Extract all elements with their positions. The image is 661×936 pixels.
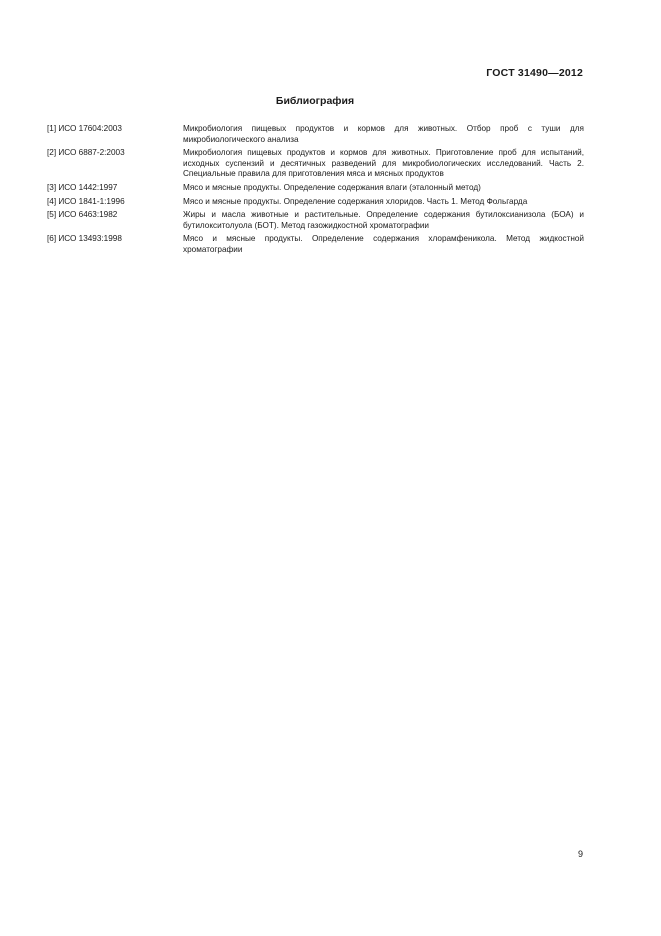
bibliography-entry [47, 148, 584, 180]
bibliography-ref: [2] ИСО 6887-2:2003 [47, 148, 125, 158]
bibliography-entry [47, 234, 584, 255]
bibliography-entry [47, 124, 584, 145]
section-title: Библиография [275, 95, 355, 107]
bibliography-ref: [1] ИСО 17604:2003 [47, 124, 122, 133]
bibliography-entry [47, 210, 584, 231]
bibliography-entry [47, 197, 584, 208]
bibliography-title: Мясо и мясные продукты. Определение содержания хлоридов. Часть 1. Метод Фольгарда [183, 196, 528, 206]
page-number: 9 [577, 849, 583, 859]
bibliography-ref: [3] ИСО 1442:1997 [47, 182, 118, 192]
bibliography-title: Жиры и масла животные и растительные. Определение содержания бутилоксианизола (БОА) и бутилокситолуола (БОТ). Метод газожидкостной хроматографии [183, 210, 584, 230]
bibliography-ref: [5] ИСО 6463:1982 [47, 210, 118, 220]
bibliography-title: Мясо и мясные продукты. Определение содержания влаги (эталонный метод) [183, 182, 481, 192]
bibliography-list [47, 124, 584, 259]
bibliography-title: Микробиология пищевых продуктов и кормов для животных. Приготовление проб для испытаний, исходных суспензий и десятичных разведений для микробиологических исследований. Часть 2. Специальные правила для приготовления мяса и мясных продуктов [183, 148, 584, 179]
bibliography-ref: [4] ИСО 1841-1:1996 [47, 196, 125, 206]
bibliography-title: Мясо и мясные продукты. Определение содержания хлорамфеникола. Метод жидкостной хроматографии [183, 234, 584, 254]
bibliography-ref: [6] ИСО 13493:1998 [47, 234, 122, 244]
standard-code: ГОСТ 31490—2012 [486, 67, 583, 79]
bibliography-entry [47, 183, 584, 194]
bibliography-title: Микробиология пищевых продуктов и кормов для животных. Отбор проб с туши для микробиологического анализа [183, 124, 584, 144]
